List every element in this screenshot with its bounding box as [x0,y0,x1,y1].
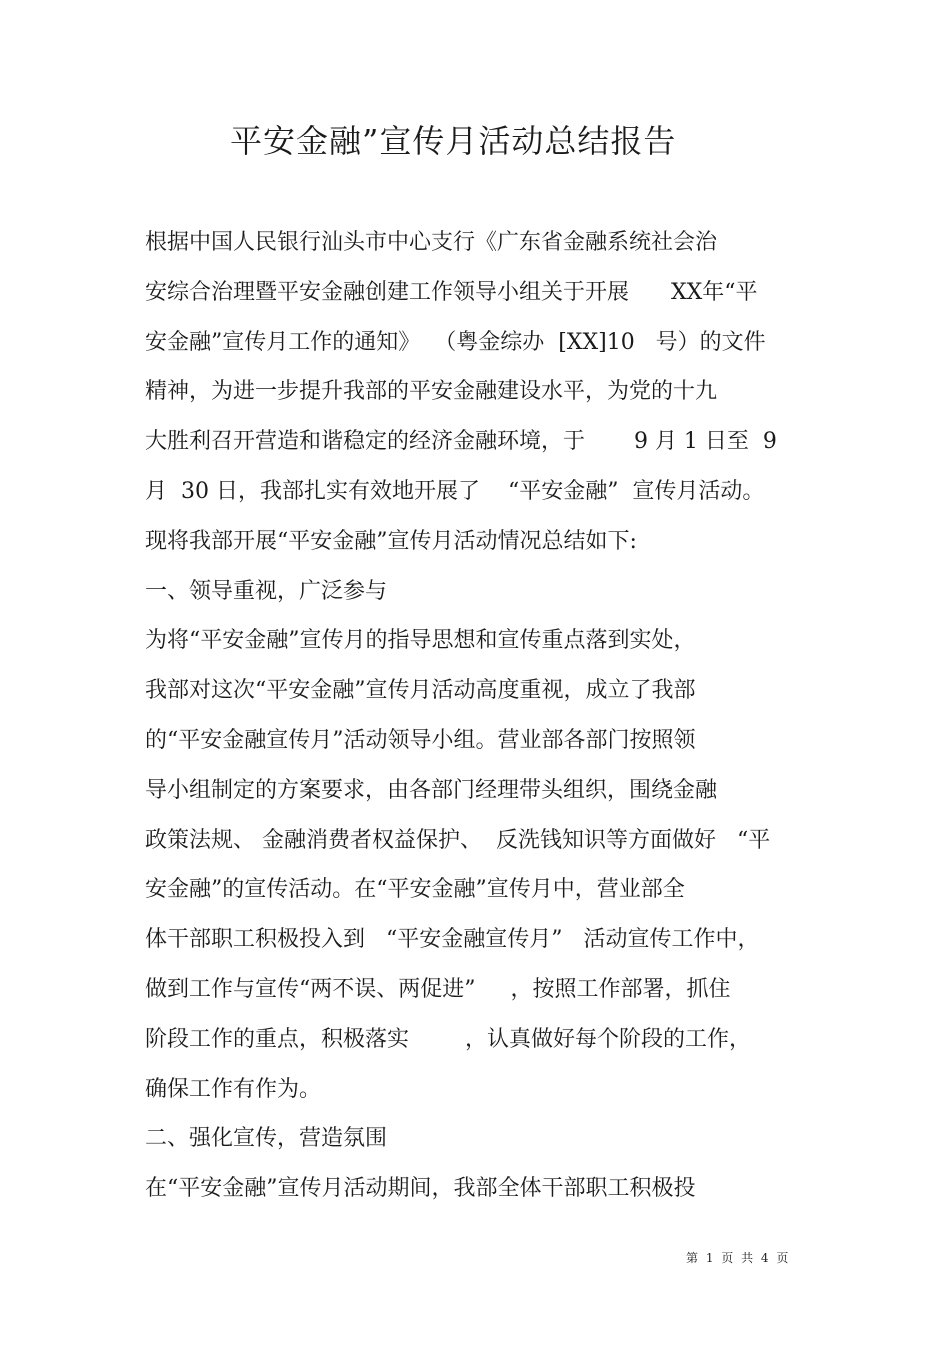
body-line: 安金融”的宣传活动。在“平安金融”宣传月中，营业部全 [145,877,685,903]
body-line: 月 30 日，我部扎实有效地开展了 “平安金融” 宣传月活动。 [145,478,765,504]
body-line: 在“平安金融”宣传月活动期间，我部全体干部职工积极投 [145,1176,696,1202]
body-line: 导小组制定的方案要求，由各部门经理带头组织，围绕金融 [145,777,718,803]
body-line: 安综合治理暨平安金融创建工作领导小组关于开展 XX年“平 [145,279,758,305]
body-line: 确保工作有作为。 [145,1076,322,1102]
section-heading-1: 一、领导重视，广泛参与 [145,578,388,604]
body-line: 精神，为进一步提升我部的平安金融建设水平，为党的十九 [145,379,718,405]
body-line: 体干部职工积极投入到 “平安金融宣传月” 活动宣传工作中， [145,927,760,953]
body-line: 根据中国人民银行汕头市中心支行《广东省金融系统社会治 [145,230,718,255]
body-line: 做到工作与宣传“两不误、两促进” ，按照工作部署，抓住 [145,976,731,1002]
body-line: 阶段工作的重点，积极落实 ，认真做好每个阶段的工作， [145,1026,751,1052]
document-body [145,218,825,1214]
document-title: 平安金融”宣传月活动总结报告 [230,122,677,160]
body-line: 我部对这次“平安金融”宣传月活动高度重视，成立了我部 [145,678,696,704]
body-line: 为将“平安金融”宣传月的指导思想和宣传重点落到实处， [145,628,696,654]
page-number-footer: 第 1 页 共 4 页 [686,1251,791,1265]
body-line: 政策法规、 金融消费者权益保护、 反洗钱知识等方面做好 “平 [145,827,771,853]
section-heading-2: 二、强化宣传，营造氛围 [145,1126,388,1152]
body-line: 的“平安金融宣传月”活动领导小组。营业部各部门按照领 [145,727,696,753]
body-line: 大胜利召开营造和谐稳定的经济金融环境，于 9 月 1 日至 9 [145,429,777,455]
body-line: 现将我部开展“平安金融”宣传月活动情况总结如下: [145,528,637,554]
body-line: 安金融”宣传月工作的通知》 （粤金综办 [XX]10 号）的文件 [145,329,766,355]
